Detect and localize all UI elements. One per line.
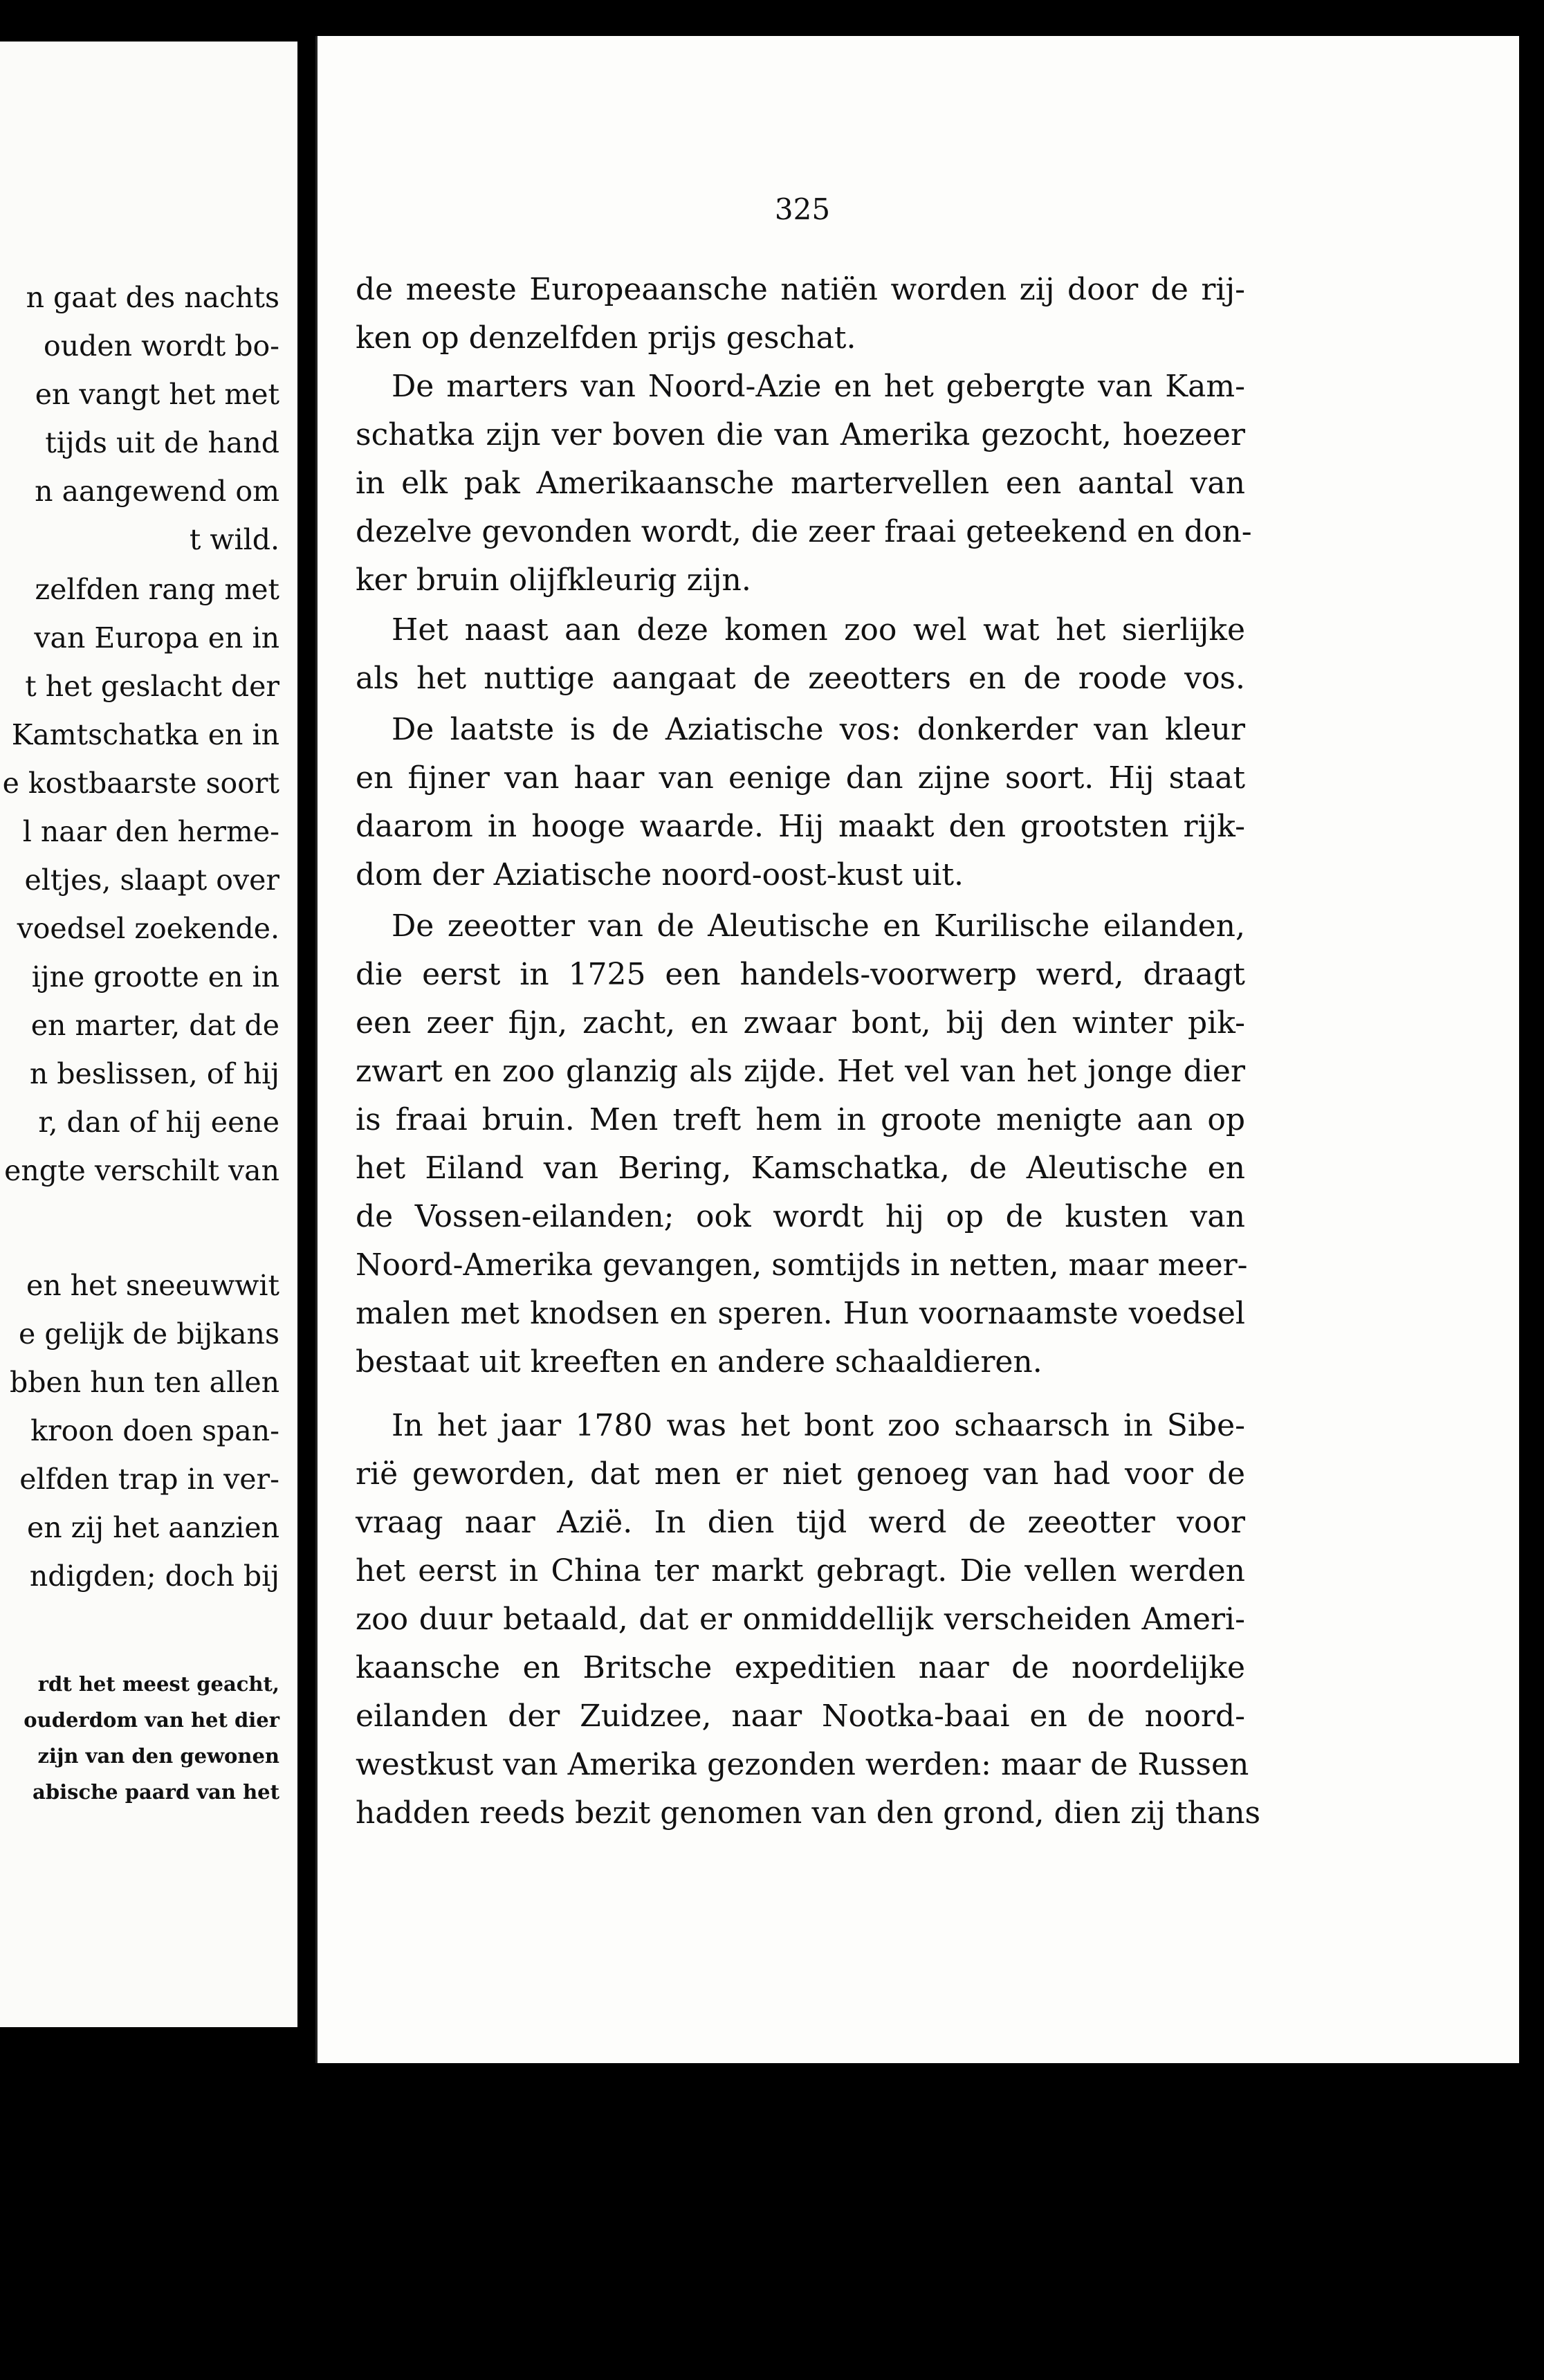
left-line: zelfden rang met [35,573,279,606]
text-line: in elk pak Amerikaansche martervellen een aantal van [356,466,1245,501]
left-line: en het sneeuwwit [26,1269,279,1302]
text-line: dezelve gevonden wordt, die zeer fraai geteekend en don- [356,514,1252,549]
left-line: e kostbaarste soort [2,767,279,800]
left-line: n gaat des nachts [26,281,279,314]
text-line: De laatste is de Aziatische vos: donkerder van kleur [392,712,1245,747]
left-footnote-line: zijn van den gewonen [37,1744,279,1768]
text-line: eilanden der Zuidzee, naar Nootka-baai en de noord- [356,1699,1245,1734]
left-line: en zij het aanzien [26,1511,279,1544]
left-line: n beslissen, of hij [29,1057,279,1090]
left-line: l naar den herme- [22,815,279,848]
left-line: Kamtschatka en in [11,718,279,751]
text-line: bestaat uit kreeften en andere schaaldieren. [356,1344,1042,1380]
text-line: kaansche en Britsche expeditien naar de noordelijke [356,1650,1245,1685]
text-line: is fraai bruin. Men treft hem in groote menigte aan op [356,1102,1245,1137]
text-line: schatka zijn ver boven die van Amerika gezocht, hoezeer [356,417,1245,452]
text-line: daarom in hooge waarde. Hij maakt den grootsten rijk- [356,809,1245,844]
left-page-fragment [0,42,297,2027]
text-line: de meeste Europeaansche natiën worden zij door de rij- [356,272,1245,307]
scan-edge [1519,0,1544,2380]
text-line: en fijner van haar van eenige dan zijne soort. Hij staat [356,760,1245,796]
left-footnote-line: ouderdom van het dier [24,1708,279,1732]
text-line: Het naast aan deze komen zoo wel wat het sierlijke [392,612,1245,648]
text-line: De zeeotter van de Aleutische en Kurilische eilanden, [392,908,1245,944]
text-line: rië geworden, dat men er niet genoeg van had voor de [356,1456,1245,1492]
page-number: 325 [774,192,831,226]
left-line: r, dan of hij eene [38,1106,279,1139]
text-line: malen met knodsen en speren. Hun voornaamste voedsel [356,1296,1245,1331]
left-line: ouden wordt bo- [44,329,279,363]
left-line: en vangt het met [35,378,279,411]
text-line: zoo duur betaald, dat er onmiddellijk verscheiden Ameri- [356,1602,1245,1637]
left-footnote-line: abische paard van het [33,1780,279,1804]
left-line: n aangewend om [35,475,279,508]
left-line: van Europa en in [34,621,279,654]
text-line: ken op denzelfden prijs geschat. [356,320,856,356]
text-line: Noord-Amerika gevangen, somtijds in netten, maar meer- [356,1247,1248,1283]
left-line: ndigden; doch bij [29,1559,279,1593]
left-line: bben hun ten allen [10,1366,279,1399]
text-line: een zeer fijn, zacht, en zwaar bont, bij den winter pik- [356,1005,1245,1041]
text-line: als het nuttige aangaat de zeeotters en de roode vos. [356,661,1245,696]
left-line: kroon doen span- [30,1414,279,1447]
text-line: vraag naar Azië. In dien tijd werd de zeeotter voor [356,1505,1245,1540]
text-line: De marters van Noord-Azie en het gebergte van Kam- [392,369,1245,404]
left-line: t wild. [189,523,279,556]
text-line: het eerst in China ter markt gebragt. Die vellen werden [356,1553,1245,1589]
left-line: voedsel zoekende. [17,912,279,945]
text-line: hadden reeds bezit genomen van den grond, dien zij thans [356,1795,1261,1831]
text-line: zwart en zoo glanzig als zijde. Het vel van het jonge dier [356,1054,1245,1089]
book-gutter [297,0,315,2380]
left-line: eltjes, slaapt over [24,863,279,897]
text-line: het Eiland van Bering, Kamschatka, de Aleutische en [356,1151,1245,1186]
text-line: de Vossen-eilanden; ook wordt hij op de kusten van [356,1199,1245,1234]
text-line: die eerst in 1725 een handels-voorwerp werd, draagt [356,957,1245,992]
left-line: engte verschilt van [4,1154,279,1187]
left-line: e gelijk de bijkans [19,1317,279,1351]
left-line: t het geslacht der [25,670,279,703]
left-line: tijds uit de hand [45,426,279,459]
text-line: In het jaar 1780 was het bont zoo schaarsch in Sibe- [392,1408,1245,1443]
left-line: en marter, dat de [30,1009,279,1042]
text-line: westkust van Amerika gezonden werden: maar de Russen [356,1747,1249,1782]
text-line: ker bruin olijfkleurig zijn. [356,562,751,598]
text-line: dom der Aziatische noord-oost-kust uit. [356,857,964,892]
left-footnote-line: rdt het meest geacht, [37,1672,279,1696]
left-line: elfden trap in ver- [19,1463,279,1496]
left-line: ijne grootte en in [31,960,279,994]
